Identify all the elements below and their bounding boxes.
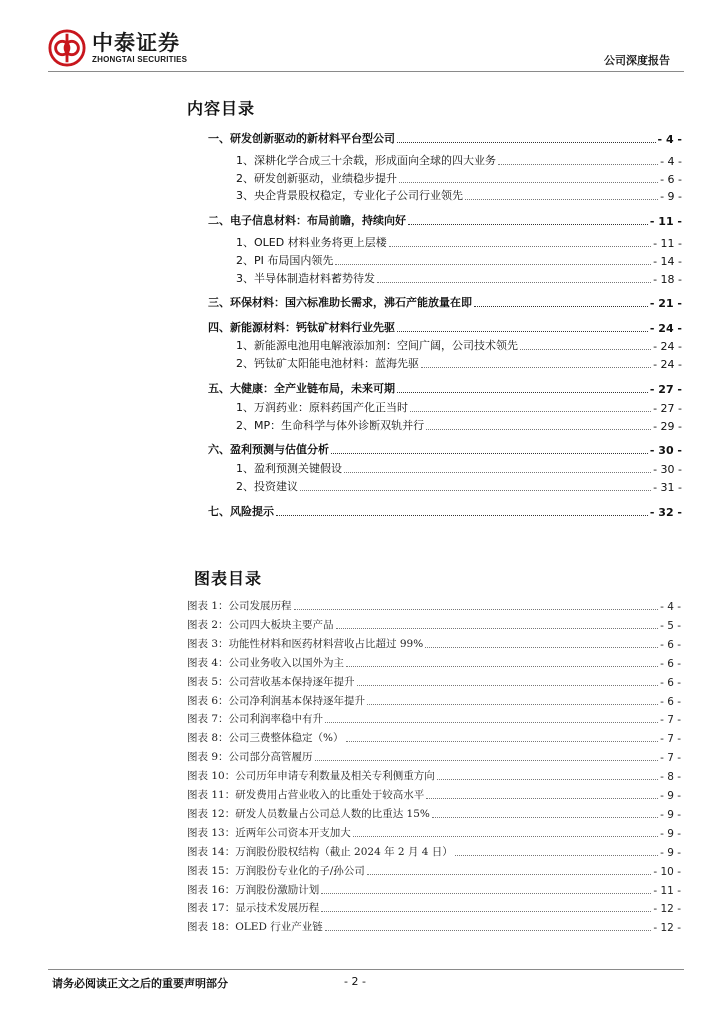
dot-leader bbox=[474, 306, 648, 307]
dot-leader bbox=[432, 817, 658, 818]
dot-leader bbox=[465, 199, 658, 200]
toc-section[interactable] bbox=[208, 319, 682, 335]
toc-entry-label: 五、大健康：全产业链布局，未来可期 bbox=[208, 382, 395, 395]
toc-entry-label: 二、电子信息材料：布局前瞻，持续向好 bbox=[208, 214, 406, 227]
figure-entry-label: 图表 8：公司三费整体稳定（%） bbox=[187, 732, 344, 745]
toc-subsection[interactable] bbox=[236, 187, 682, 203]
header-divider bbox=[48, 71, 684, 72]
figure-entry-page: - 9 - bbox=[660, 808, 681, 821]
figure-entry-label: 图表 10：公司历年申请专利数量及相关专利侧重方向 bbox=[187, 770, 435, 783]
toc-entry-page: - 11 - bbox=[649, 215, 682, 228]
dot-leader bbox=[325, 930, 652, 931]
toc-entry-page: - 27 - bbox=[649, 383, 682, 396]
figure-entry-label: 图表 12：研发人员数量占公司总人数的比重达 15% bbox=[187, 807, 430, 820]
figure-list-item[interactable] bbox=[187, 787, 681, 802]
figure-list-item[interactable] bbox=[187, 617, 681, 632]
dot-leader bbox=[367, 874, 652, 875]
toc-entry-label: 一、研发创新驱动的新材料平台型公司 bbox=[208, 132, 395, 145]
toc-section[interactable] bbox=[208, 130, 682, 146]
toc-title: 内容目录 bbox=[187, 99, 256, 118]
dot-leader bbox=[321, 893, 651, 894]
dot-leader bbox=[344, 472, 651, 473]
figure-entry-label: 图表 14：万润股份股权结构（截止 2024 年 2 月 4 日） bbox=[187, 845, 453, 858]
figure-entry-page: - 5 - bbox=[660, 619, 681, 632]
figure-entry-label: 图表 2：公司四大板块主要产品 bbox=[187, 618, 334, 631]
toc-subsection[interactable] bbox=[236, 170, 682, 186]
figure-entry-page: - 10 - bbox=[653, 865, 681, 878]
figure-entry-label: 图表 5：公司营收基本保持逐年提升 bbox=[187, 675, 355, 688]
dot-leader bbox=[426, 798, 658, 799]
dot-leader bbox=[397, 142, 656, 143]
toc-entry-label: 1、深耕化学合成三十余载，形成面向全球的四大业务 bbox=[236, 154, 496, 167]
toc-entry-label: 1、OLED 材料业务将更上层楼 bbox=[236, 236, 387, 249]
logo-chinese-name: 中泰证券 bbox=[92, 31, 180, 55]
figure-list-item[interactable] bbox=[187, 674, 681, 689]
figure-list-item[interactable] bbox=[187, 863, 681, 878]
toc-entry-page: - 27 - bbox=[653, 402, 682, 415]
figure-entry-page: - 8 - bbox=[660, 771, 681, 784]
page-number: - 2 - bbox=[344, 975, 366, 988]
toc-subsection[interactable] bbox=[236, 252, 682, 268]
figure-entry-label: 图表 13：近两年公司资本开支加大 bbox=[187, 826, 351, 839]
dot-leader bbox=[335, 264, 651, 265]
figure-list-title: 图表目录 bbox=[194, 569, 263, 588]
dot-leader bbox=[498, 164, 658, 165]
figure-entry-label: 图表 17：显示技术发展历程 bbox=[187, 902, 320, 915]
dot-leader bbox=[397, 331, 648, 332]
toc-entry-label: 七、风险提示 bbox=[208, 505, 274, 518]
figure-entry-page: - 6 - bbox=[660, 695, 681, 708]
figure-list-item[interactable] bbox=[187, 806, 681, 821]
dot-leader bbox=[325, 722, 658, 723]
toc-entry-page: - 30 - bbox=[653, 463, 682, 476]
toc-entry-label: 四、新能源材料：钙钛矿材料行业先驱 bbox=[208, 321, 395, 334]
dot-leader bbox=[300, 490, 651, 491]
toc-entry-label: 2、投资建议 bbox=[236, 480, 298, 493]
dot-leader bbox=[294, 609, 659, 610]
dot-leader bbox=[408, 224, 648, 225]
toc-entry-label: 1、新能源电池用电解液添加剂：空间广阔，公司技术领先 bbox=[236, 339, 518, 352]
dot-leader bbox=[389, 246, 651, 247]
figure-list-item[interactable] bbox=[187, 900, 681, 915]
dot-leader bbox=[397, 392, 648, 393]
figure-list-item[interactable] bbox=[187, 825, 681, 840]
dot-leader bbox=[421, 367, 651, 368]
footer-divider bbox=[48, 969, 684, 970]
toc-entry-page: - 30 - bbox=[649, 444, 682, 457]
figure-entry-label: 图表 6：公司净利润基本保持逐年提升 bbox=[187, 694, 366, 707]
figure-entry-label: 图表 9：公司部分高管履历 bbox=[187, 751, 313, 764]
toc-subsection[interactable] bbox=[236, 460, 682, 476]
dot-leader bbox=[321, 911, 651, 912]
figure-entry-page: - 7 - bbox=[660, 752, 681, 765]
toc-entry-label: 2、研发创新驱动，业绩稳步提升 bbox=[236, 172, 397, 185]
toc-entry-page: - 14 - bbox=[653, 255, 682, 268]
figure-list-item[interactable] bbox=[187, 882, 681, 897]
toc-entry-page: - 31 - bbox=[653, 481, 682, 494]
toc-subsection[interactable] bbox=[236, 417, 682, 433]
dot-leader bbox=[377, 282, 651, 283]
figure-list-item[interactable] bbox=[187, 711, 681, 726]
figure-list-item[interactable] bbox=[187, 730, 681, 745]
dot-leader bbox=[315, 760, 659, 761]
figure-entry-page: - 6 - bbox=[660, 638, 681, 651]
figure-entry-page: - 9 - bbox=[660, 846, 681, 859]
toc-entry-page: - 24 - bbox=[653, 358, 682, 371]
figure-entry-page: - 7 - bbox=[660, 733, 681, 746]
dot-leader bbox=[455, 855, 658, 856]
figure-entry-page: - 6 - bbox=[660, 657, 681, 670]
toc-entry-page: - 9 - bbox=[660, 190, 682, 203]
figure-entry-label: 图表 3：功能性材料和医药材料营收占比超过 99% bbox=[187, 637, 424, 650]
toc-entry-label: 3、央企背景股权稳定，专业化子公司行业领先 bbox=[236, 189, 463, 202]
dot-leader bbox=[276, 515, 648, 516]
toc-entry-label: 1、盈利预测关键假设 bbox=[236, 462, 342, 475]
toc-entry-label: 3、半导体制造材料蓄势待发 bbox=[236, 272, 375, 285]
toc-entry-page: - 18 - bbox=[653, 273, 682, 286]
figure-entry-label: 图表 16：万润股份激励计划 bbox=[187, 883, 320, 896]
toc-subsection[interactable] bbox=[236, 337, 682, 353]
figure-entry-page: - 4 - bbox=[660, 601, 681, 613]
toc-section[interactable] bbox=[208, 441, 682, 457]
toc-entry-page: - 4 - bbox=[660, 155, 682, 168]
toc-subsection[interactable] bbox=[236, 234, 682, 250]
figure-entry-label: 图表 1：公司发展历程 bbox=[187, 600, 292, 612]
figure-entry-page: - 11 - bbox=[653, 884, 681, 897]
dot-leader bbox=[437, 779, 658, 780]
dot-leader bbox=[346, 666, 658, 667]
report-type-label: 公司深度报告 bbox=[604, 54, 670, 67]
figure-list-item[interactable] bbox=[187, 749, 681, 764]
toc-entry-label: 1、万润药业：原料药国产化正当时 bbox=[236, 401, 408, 414]
toc-entry-page: - 29 - bbox=[653, 420, 682, 433]
toc-entry-page: - 21 - bbox=[649, 297, 682, 310]
toc-section[interactable] bbox=[208, 380, 682, 396]
dot-leader bbox=[367, 704, 658, 705]
company-logo bbox=[48, 26, 187, 70]
figure-list-item[interactable] bbox=[187, 598, 681, 613]
toc-entry-page: - 4 - bbox=[657, 133, 682, 146]
toc-entry-page: - 11 - bbox=[653, 237, 682, 250]
toc-entry-label: 2、MP：生命科学与体外诊断双轨并行 bbox=[236, 419, 425, 432]
toc-entry-label: 2、钙钛矿太阳能电池材料：蓝海先驱 bbox=[236, 357, 419, 370]
figure-entry-page: - 12 - bbox=[653, 922, 681, 935]
figure-entry-page: - 6 - bbox=[660, 676, 681, 689]
toc-entry-label: 三、环保材料：国六标准助长需求，沸石产能放量在即 bbox=[208, 296, 472, 309]
figure-entry-page: - 12 - bbox=[653, 903, 681, 916]
dot-leader bbox=[426, 429, 651, 430]
toc-section[interactable] bbox=[208, 212, 682, 228]
toc-section[interactable] bbox=[208, 503, 682, 519]
toc-subsection[interactable] bbox=[236, 399, 682, 415]
toc-subsection[interactable] bbox=[236, 355, 682, 371]
page-header bbox=[48, 26, 684, 78]
logo-english-name: ZHONGTAI SECURITIES bbox=[92, 55, 188, 64]
figure-entry-page: - 7 - bbox=[660, 714, 681, 727]
dot-leader bbox=[331, 453, 648, 454]
dot-leader bbox=[425, 647, 658, 648]
dot-leader bbox=[520, 349, 651, 350]
figure-list-item[interactable] bbox=[187, 768, 681, 783]
dot-leader bbox=[410, 411, 651, 412]
figure-list-item[interactable] bbox=[187, 655, 681, 670]
zhongtai-logo-icon bbox=[48, 29, 86, 67]
toc-entry-page: - 24 - bbox=[649, 322, 682, 335]
toc-subsection[interactable] bbox=[236, 478, 682, 494]
figure-entry-label: 图表 18：OLED 行业产业链 bbox=[187, 921, 323, 934]
toc-entry-page: - 6 - bbox=[660, 173, 682, 186]
figure-list-item[interactable] bbox=[187, 844, 681, 859]
toc-subsection[interactable] bbox=[236, 152, 682, 168]
toc-subsection[interactable] bbox=[236, 270, 682, 286]
figure-entry-label: 图表 4：公司业务收入以国外为主 bbox=[187, 656, 345, 669]
toc-entry-label: 六、盈利预测与估值分析 bbox=[208, 443, 329, 456]
toc-entry-page: - 32 - bbox=[649, 506, 682, 519]
figure-list-item[interactable] bbox=[187, 636, 681, 651]
figure-entry-page: - 9 - bbox=[660, 790, 681, 802]
figure-entry-label: 图表 11：研发费用占营业收入的比重处于较高水平 bbox=[187, 789, 425, 801]
dot-leader bbox=[336, 628, 659, 629]
toc-entry-page: - 24 - bbox=[653, 340, 682, 353]
dot-leader bbox=[353, 836, 658, 837]
toc-entry-label: 2、PI 布局国内领先 bbox=[236, 254, 334, 267]
figure-entry-label: 图表 7：公司利润率稳中有升 bbox=[187, 713, 324, 726]
dot-leader bbox=[346, 741, 659, 742]
figure-entry-label: 图表 15：万润股份专业化的子/孙公司 bbox=[187, 864, 365, 877]
dot-leader bbox=[399, 182, 658, 183]
figure-list-item[interactable] bbox=[187, 919, 681, 934]
footer-disclaimer: 请务必阅读正文之后的重要声明部分 bbox=[52, 977, 228, 990]
dot-leader bbox=[357, 685, 659, 686]
figure-entry-page: - 9 - bbox=[660, 827, 681, 840]
toc-section[interactable] bbox=[208, 294, 682, 310]
figure-list-item[interactable] bbox=[187, 693, 681, 708]
